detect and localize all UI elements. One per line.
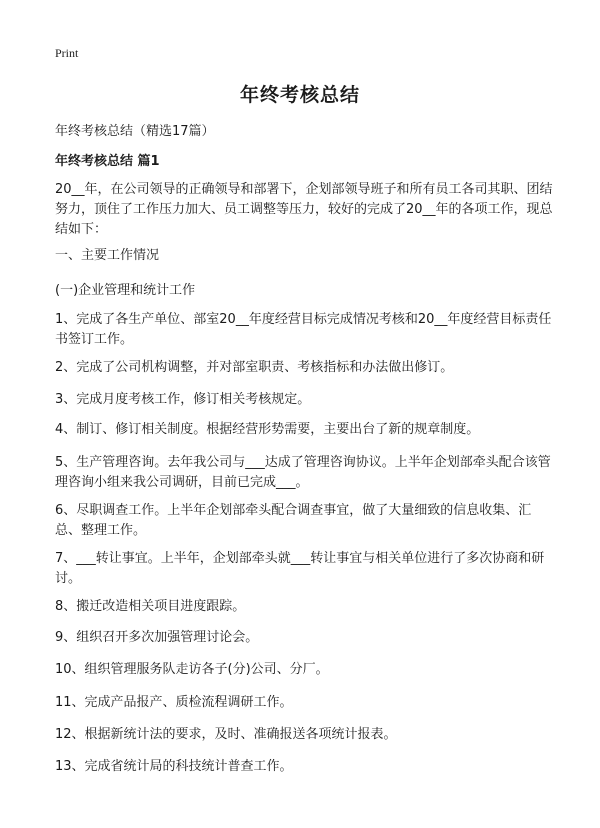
list-item-1: 1、完成了各生产单位、部室20__年度经营目标完成情况考核和20__年度经营目标责任书签订工作。: [55, 312, 552, 347]
list-item-8: 8、搬迁改造相关项目进度跟踪。: [55, 599, 246, 614]
list-item-2: 2、完成了公司机构调整，并对部室职责、考核指标和办法做出修订。: [55, 360, 454, 375]
list-item-5: 5、生产管理咨询。去年我公司与___达成了管理咨询协议。上半年企划部牵头配合该管理咨询小组来我公司调研，目前已完成___。: [55, 455, 551, 490]
list-item-3: 3、完成月度考核工作，修订相关考核规定。: [55, 392, 311, 407]
list-item-10: 10、组织管理服务队走访各子(分)公司、分厂。: [55, 662, 329, 677]
document-subtitle: 年终考核总结（精选17篇）: [55, 124, 215, 139]
list-item-12: 12、根据新统计法的要求，及时、准确报送各项统计报表。: [55, 727, 397, 742]
list-item-13: 13、完成省统计局的科技统计普查工作。: [55, 759, 293, 774]
intro-paragraph: 20__年，在公司领导的正确领导和部署下，企划部领导班子和所有员工各司其职、团结努力，顶住了工作压力加大、员工调整等压力，较好的完成了20__年的各项工作，现总结如下：: [55, 182, 553, 237]
list-item-7: 7、___转让事宜。上半年，企划部牵头就___转让事宜与相关单位进行了多次协商和研讨。: [55, 551, 545, 586]
section-heading: 年终考核总结 篇1: [55, 154, 160, 169]
list-item-11: 11、完成产品报产、质检流程调研工作。: [55, 695, 293, 710]
document-title: 年终考核总结: [239, 84, 360, 106]
print-link[interactable]: Print: [55, 46, 79, 60]
list-item-9: 9、组织召开多次加强管理讨论会。: [55, 630, 259, 645]
list-item-6: 6、尽职调查工作。上半年企划部牵头配合调查事宜，做了大量细致的信息收集、汇总、整理工作。: [55, 503, 532, 538]
heading-enterprise-management: (一)企业管理和统计工作: [55, 283, 196, 298]
list-item-4: 4、制订、修订相关制度。根据经营形势需要，主要出台了新的规章制度。: [55, 422, 480, 437]
heading-main-work: 一、主要工作情况: [55, 248, 160, 263]
